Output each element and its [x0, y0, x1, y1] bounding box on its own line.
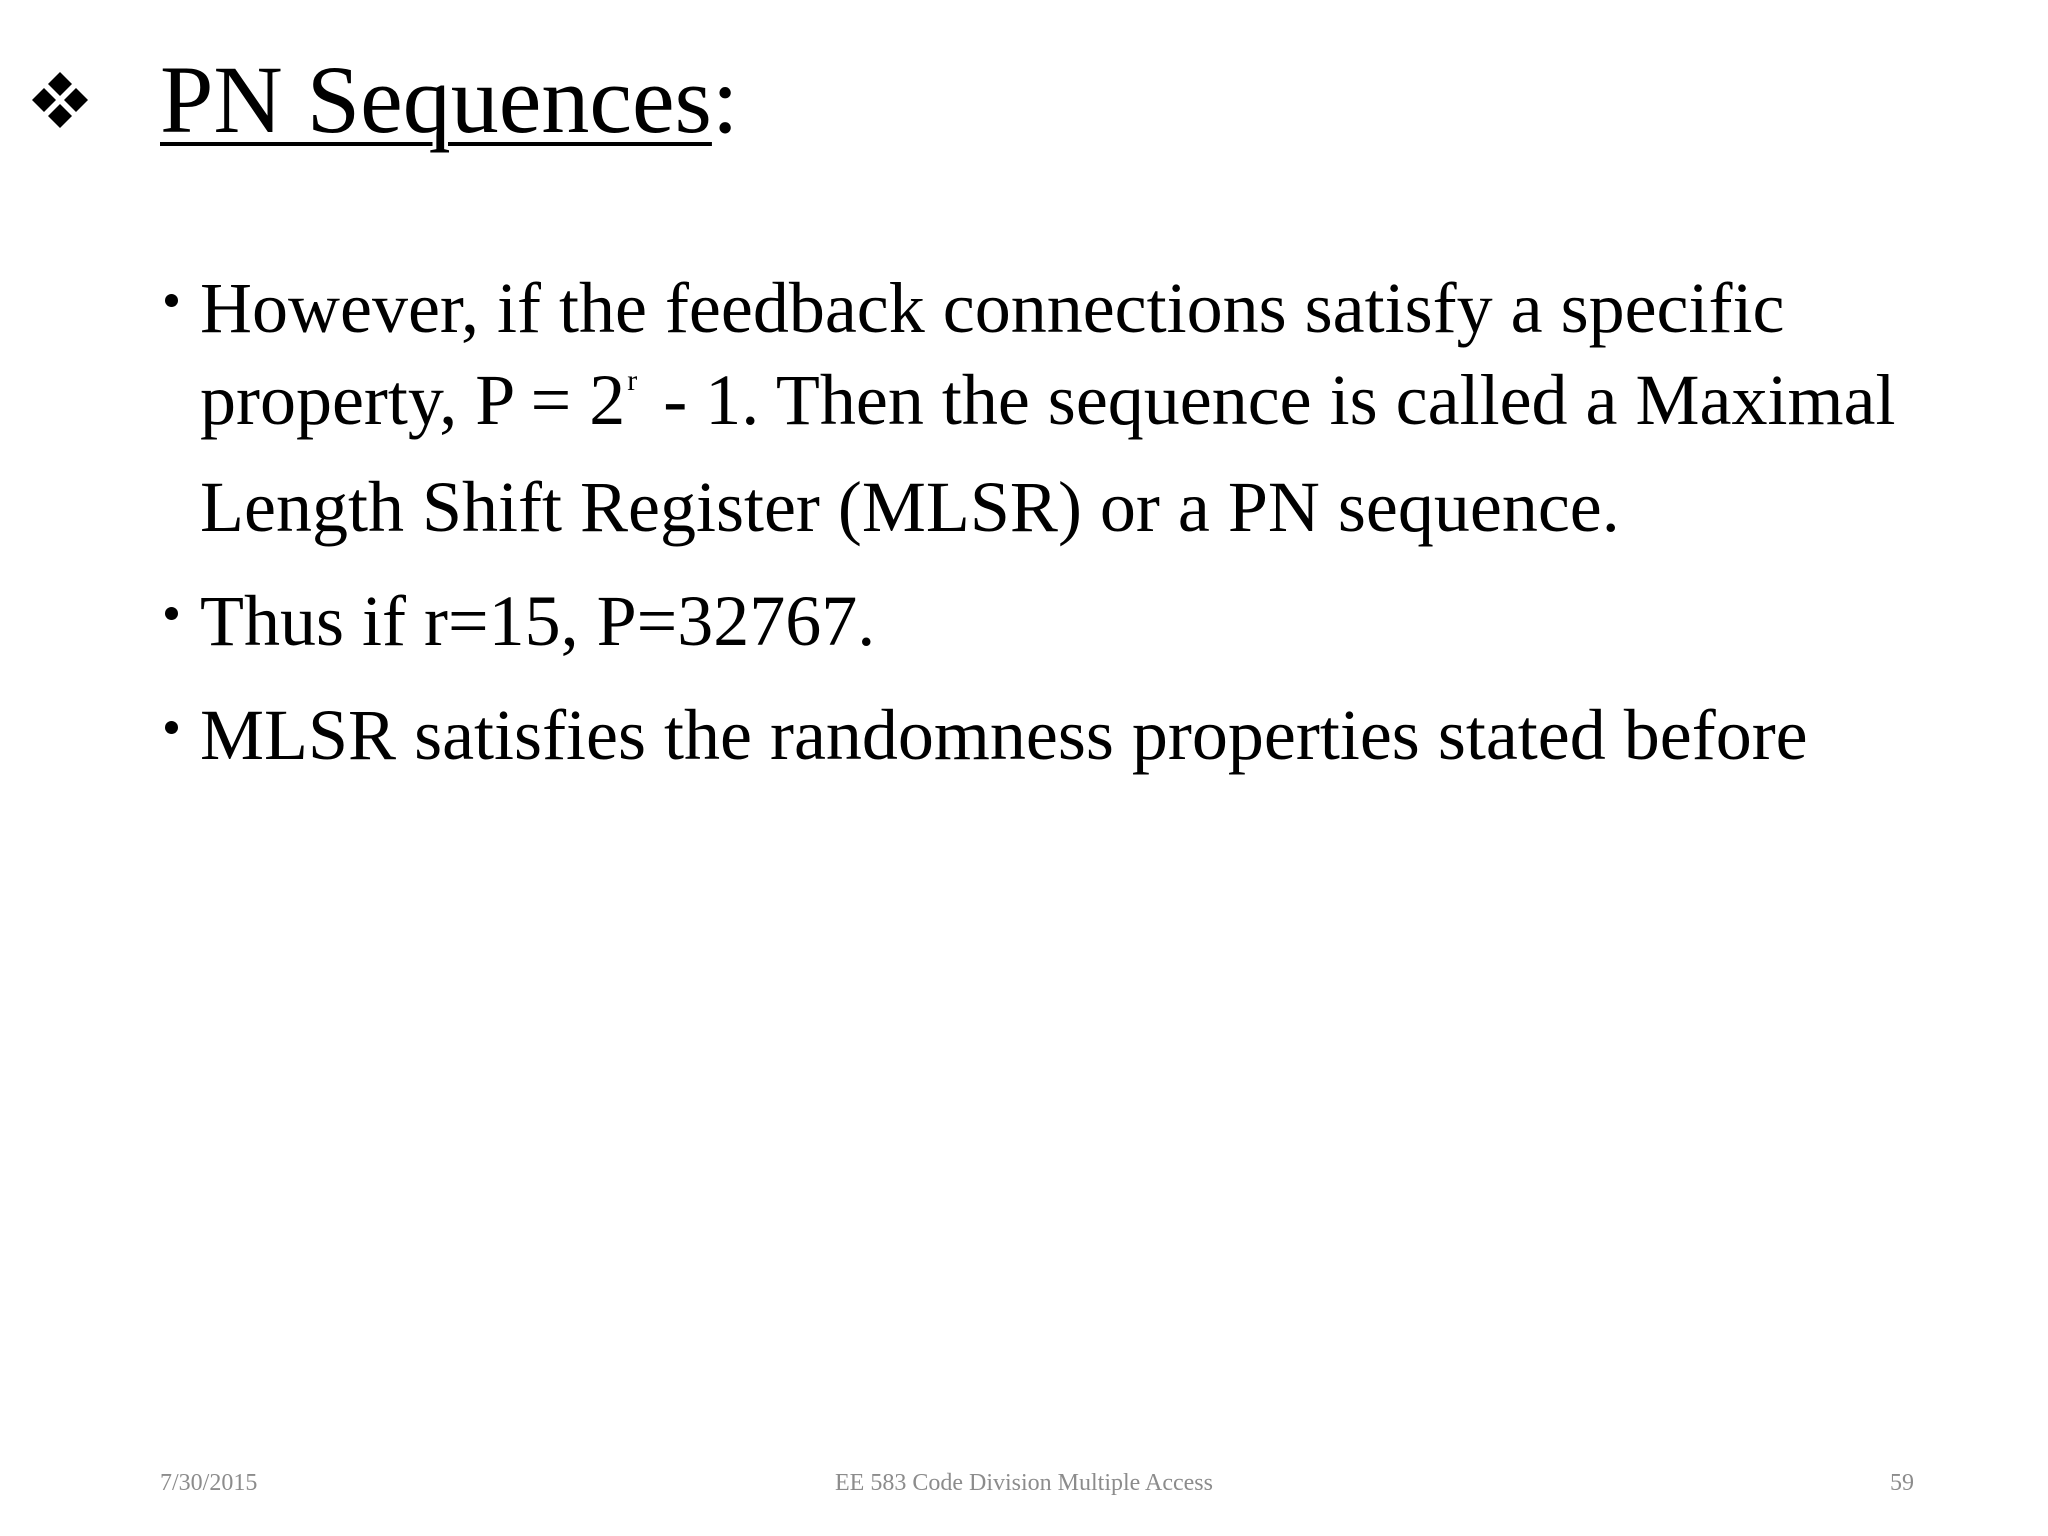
bullet-dot-icon — [165, 607, 178, 620]
title-suffix: : — [711, 46, 739, 153]
slide-title — [28, 40, 739, 160]
bullet-text: MLSR satisfies the randomness properties stated before — [200, 695, 1808, 775]
bullet-text: Thus if r=15, P=32767. — [200, 581, 876, 661]
superscript-exponent: r — [627, 364, 638, 397]
bullet-item — [165, 262, 1925, 553]
title-main: PN Sequences — [160, 46, 712, 153]
footer-course-title: EE 583 Code Division Multiple Access — [835, 1470, 1213, 1496]
bullet-item — [165, 575, 1925, 667]
title-text — [160, 46, 739, 153]
bullet-list — [165, 262, 1925, 803]
bullet-text-part: - 1. Then the sequence is called a Maximal Length Shift Register (MLSR) or a PN sequence. — [200, 360, 1896, 547]
footer-page-number: 59 — [1890, 1470, 1914, 1496]
bullet-text-part: However, if the feedback connections satisfy a specific property, P = 2 — [200, 268, 1785, 440]
bullet-dot-icon — [165, 721, 178, 734]
footer-date: 7/30/2015 — [160, 1470, 258, 1496]
bullet-item — [165, 689, 1925, 781]
four-diamond-bullet-icon — [28, 68, 92, 132]
bullet-dot-icon — [165, 294, 178, 307]
